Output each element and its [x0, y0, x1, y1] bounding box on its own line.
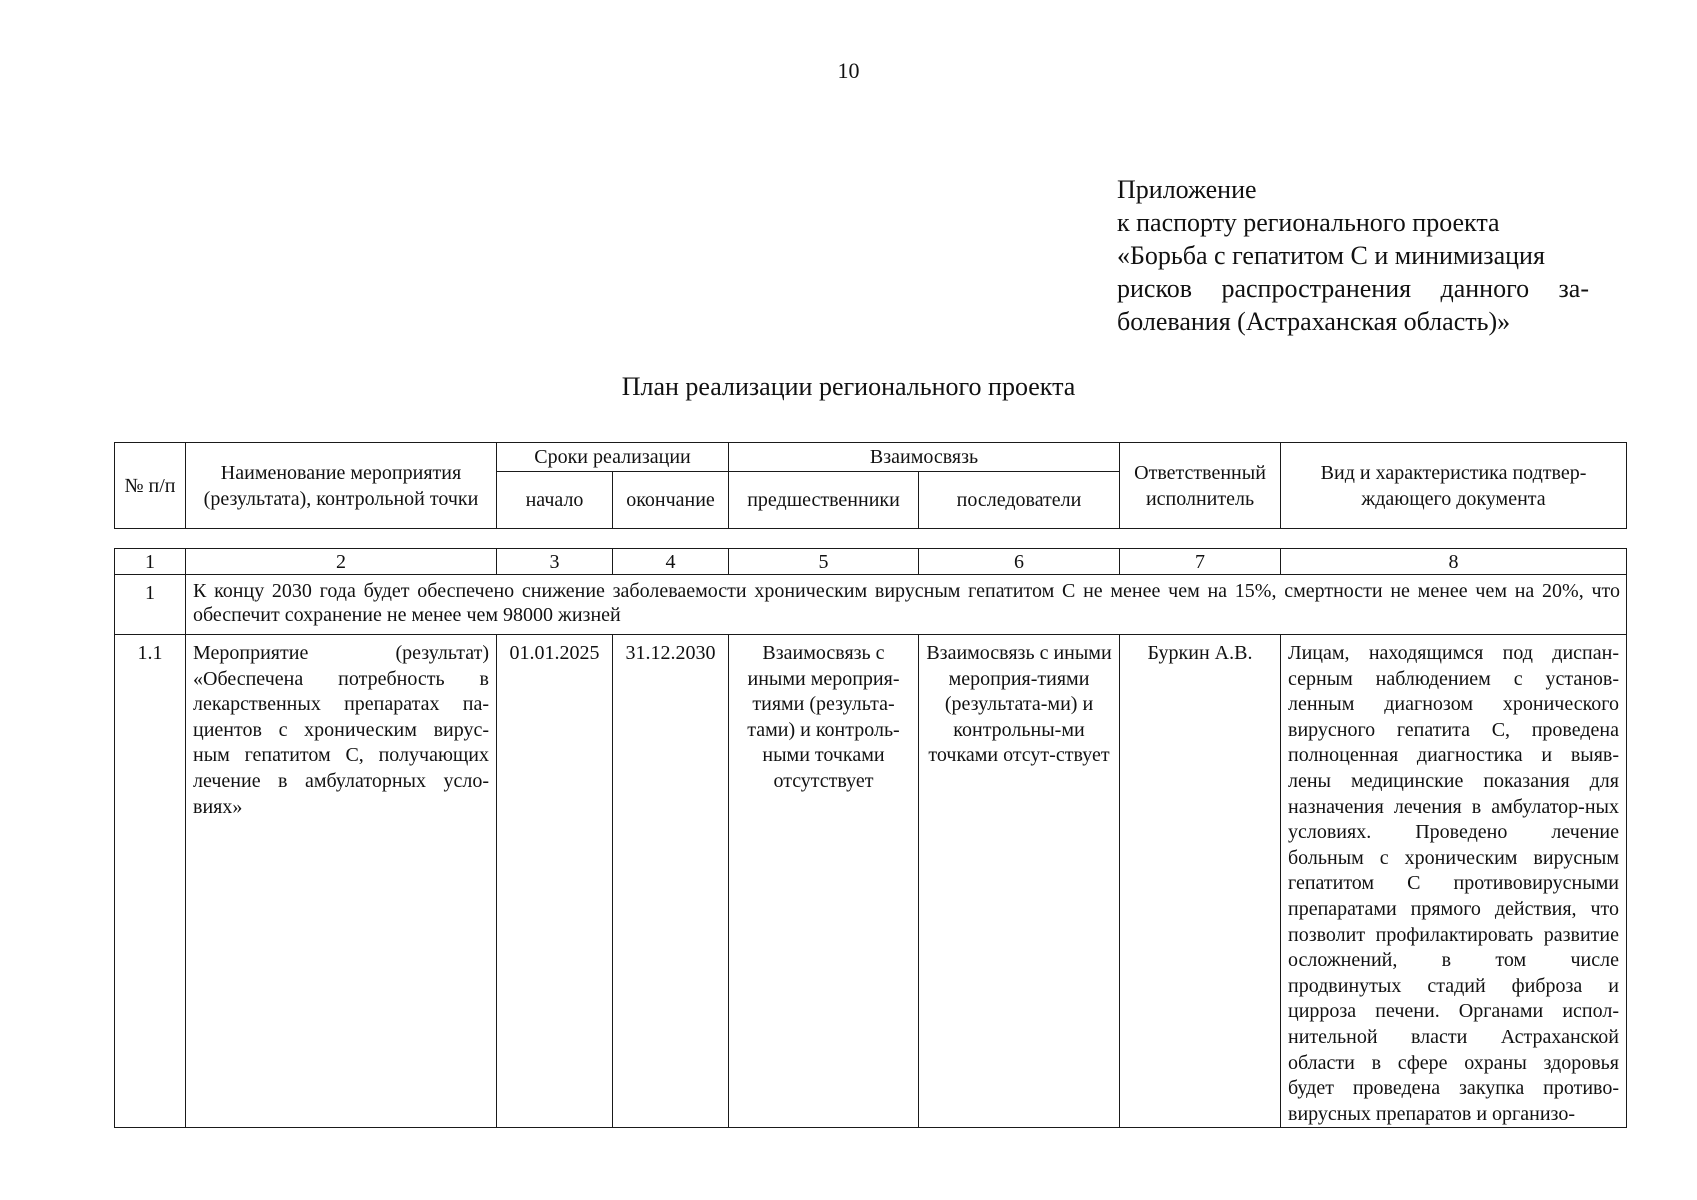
header-activity-name: Наименование мероприятия (результата), контрольной точки	[186, 443, 497, 529]
header-responsible: Ответственный исполнитель	[1120, 443, 1281, 529]
column-number: 3	[497, 549, 613, 575]
header-terms: Сроки реализации	[497, 443, 729, 472]
predecessors-cell: Взаимосвязь с иными мероприя-тиями (результа-тами) и контроль-ными точками отсутствует	[729, 635, 919, 1128]
page-number: 10	[837, 58, 860, 83]
plan-table	[114, 548, 1627, 1128]
header-start: начало	[497, 472, 613, 529]
table-header	[114, 442, 1627, 529]
end-date: 31.12.2030	[613, 635, 729, 1128]
row-number: 1.1	[115, 635, 186, 1128]
column-number: 5	[729, 549, 919, 575]
column-number: 8	[1281, 549, 1627, 575]
appendix-line: болевания (Астраханская область)»	[1117, 307, 1511, 336]
responsible-cell: Буркин А.В.	[1120, 635, 1281, 1128]
goal-number: 1	[115, 575, 186, 635]
header-end: окончание	[613, 472, 729, 529]
header-number: № п/п	[115, 443, 186, 529]
table-row	[115, 635, 1627, 1128]
column-number: 4	[613, 549, 729, 575]
column-number: 6	[919, 549, 1120, 575]
successors-cell: Взаимосвязь с иными мероприя-тиями (результата-ми) и контрольны-ми точками отсут-ствует	[919, 635, 1120, 1128]
column-number: 2	[186, 549, 497, 575]
column-number-row	[115, 549, 1627, 575]
header-document: Вид и характеристика подтвер-ждающего документа	[1281, 443, 1627, 529]
appendix-line: к паспорту регионального проекта	[1117, 208, 1500, 237]
header-links: Взаимосвязь	[729, 443, 1120, 472]
start-date: 01.01.2025	[497, 635, 613, 1128]
header-successors: последователи	[919, 472, 1120, 529]
appendix-note	[1117, 173, 1589, 338]
column-number: 7	[1120, 549, 1281, 575]
goal-text: К концу 2030 года будет обеспечено снижение заболеваемости хроническим вирусным гепатитом С не менее чем на 15%, смертности не менее чем на 20%, что обеспечит сохранение не менее чем 98000 жизней	[186, 575, 1627, 635]
document-cell: Лицам, находящимся под диспан-серным наблюдением с установ-ленным диагнозом хронического вирусного гепатита С, проведена полноценная диагностика и выяв-лены медицинские показания для назначения лечения в амбулатор-ных условиях. Проведено лечение больным с хроническим вирусным гепатитом С противовирусными препаратами прямого действия, что позволит профилактировать развитие осложнений, в том числе продвинутых стадий фиброза и цирроза печени. Органами испол-нительной власти Астраханской области в сфере охраны здоровья будет проведена закупка противо-вирусных препаратов и организо-	[1281, 635, 1627, 1128]
column-number: 1	[115, 549, 186, 575]
activity-name: Мероприятие (результат) «Обеспечена потребность в лекарственных препаратах па-циентов с хроническим вирус-ным гепатитом С, получающих лечение в амбулаторных усло-виях»	[186, 635, 497, 1128]
appendix-line: «Борьба с гепатитом С и минимизация	[1117, 241, 1545, 270]
goal-row	[115, 575, 1627, 635]
plan-title: План реализации регионального проекта	[621, 372, 1076, 401]
appendix-line: рисков распространения данного за-	[1117, 274, 1589, 303]
appendix-line: Приложение	[1117, 175, 1257, 204]
header-predecessors: предшественники	[729, 472, 919, 529]
